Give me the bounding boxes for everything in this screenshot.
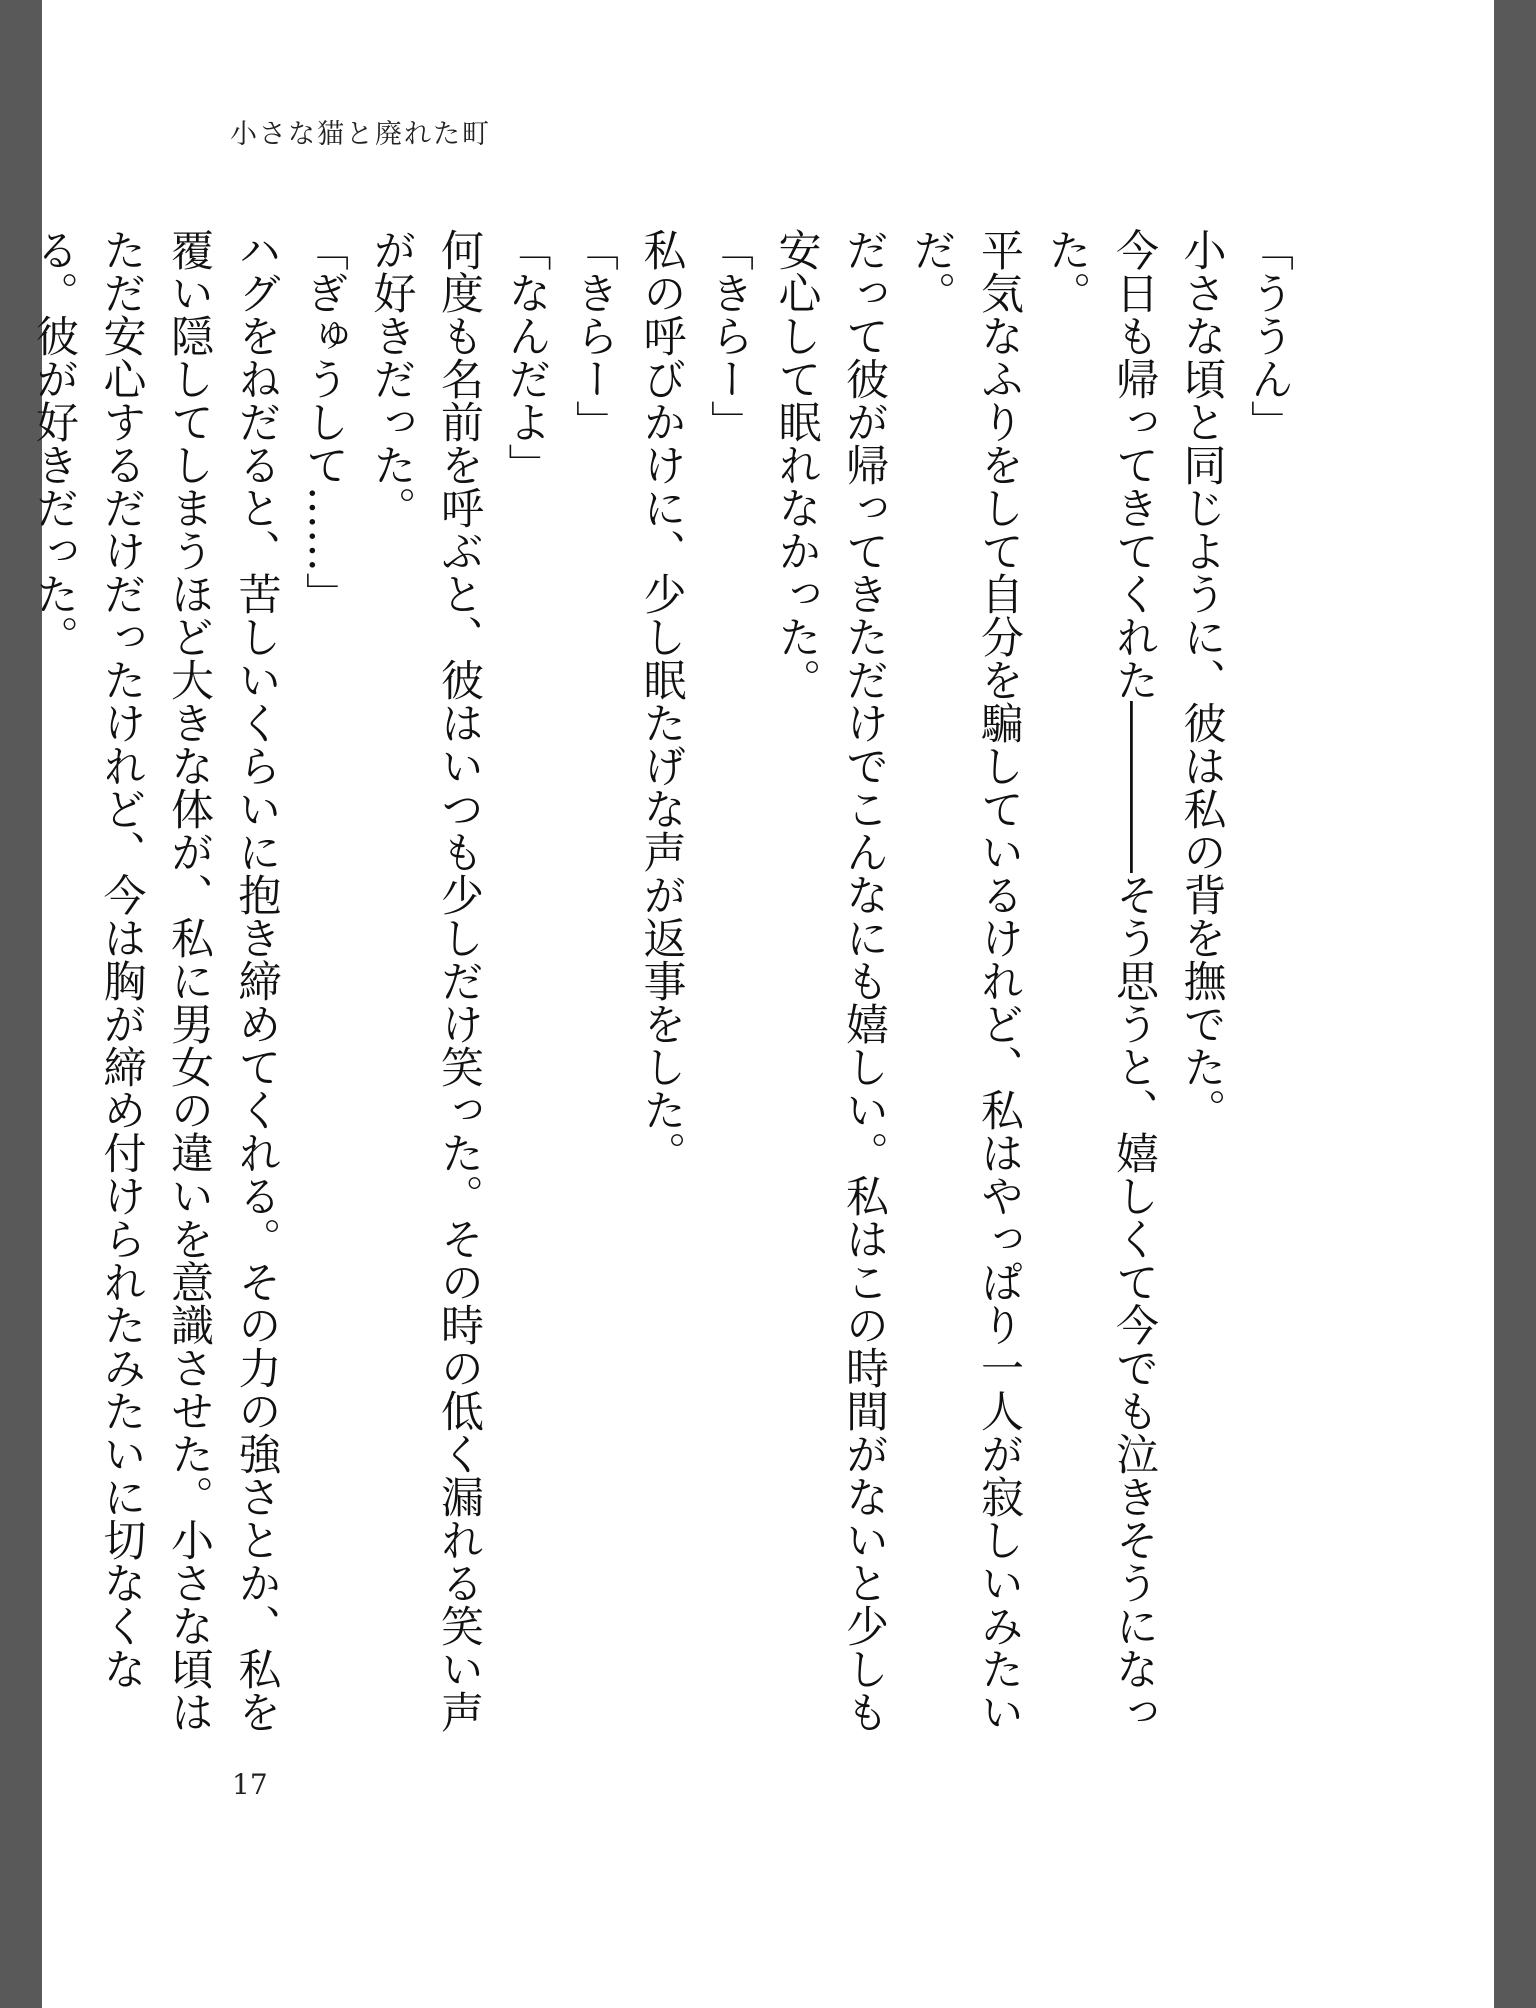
paragraph: 何度も名前を呼ぶと、彼はいつも少しだけ笑った。その時の低く漏れる笑い声が好きだった。 [366,228,484,1733]
running-title: 小さな猫と廃れた町 [230,119,491,150]
vertical-body-text [29,228,1302,1740]
paragraph: 「きらー」 [569,228,619,443]
paragraph: 小さな頃と同じように、彼は私の背を撫でた。 [1176,228,1227,1131]
paragraph: 「ぎゅうして……」 [299,228,349,615]
paragraph: ハグをねだると、苦しいくらいに抱き締めてくれる。その力の強さとか、私を覆い隠してしまうほど大きな体が、私に男女の違いを意識させた。小さな頃はただ安心するだけだったけれど、今は胸が締め付けられたみたいに切なくなる。彼が好きだった。 [29,228,282,1733]
paragraph: 「なんだよ」 [501,228,552,486]
book-page [29,0,1494,2008]
paragraph: 今日も帰ってきてくれた――――そう思うと、嬉しくて今でも泣きそうになった。 [1041,228,1159,1733]
paragraph: 私の呼びかけに、少し眠たげな声が返事をした。 [636,228,687,1174]
paragraph: 「きらー」 [704,228,754,443]
paragraph: 「ううん」 [1244,228,1294,443]
paragraph: だって彼が帰ってきただけでこんなにも嬉しい。私はこの時間がないと少しも安心して眠れなかった。 [771,228,889,1733]
paragraph: 平気なふりをして自分を騙しているけれど、私はやっぱり一人が寂しいみたいだ。 [906,228,1024,1733]
page-number: 17 [232,1768,268,1801]
